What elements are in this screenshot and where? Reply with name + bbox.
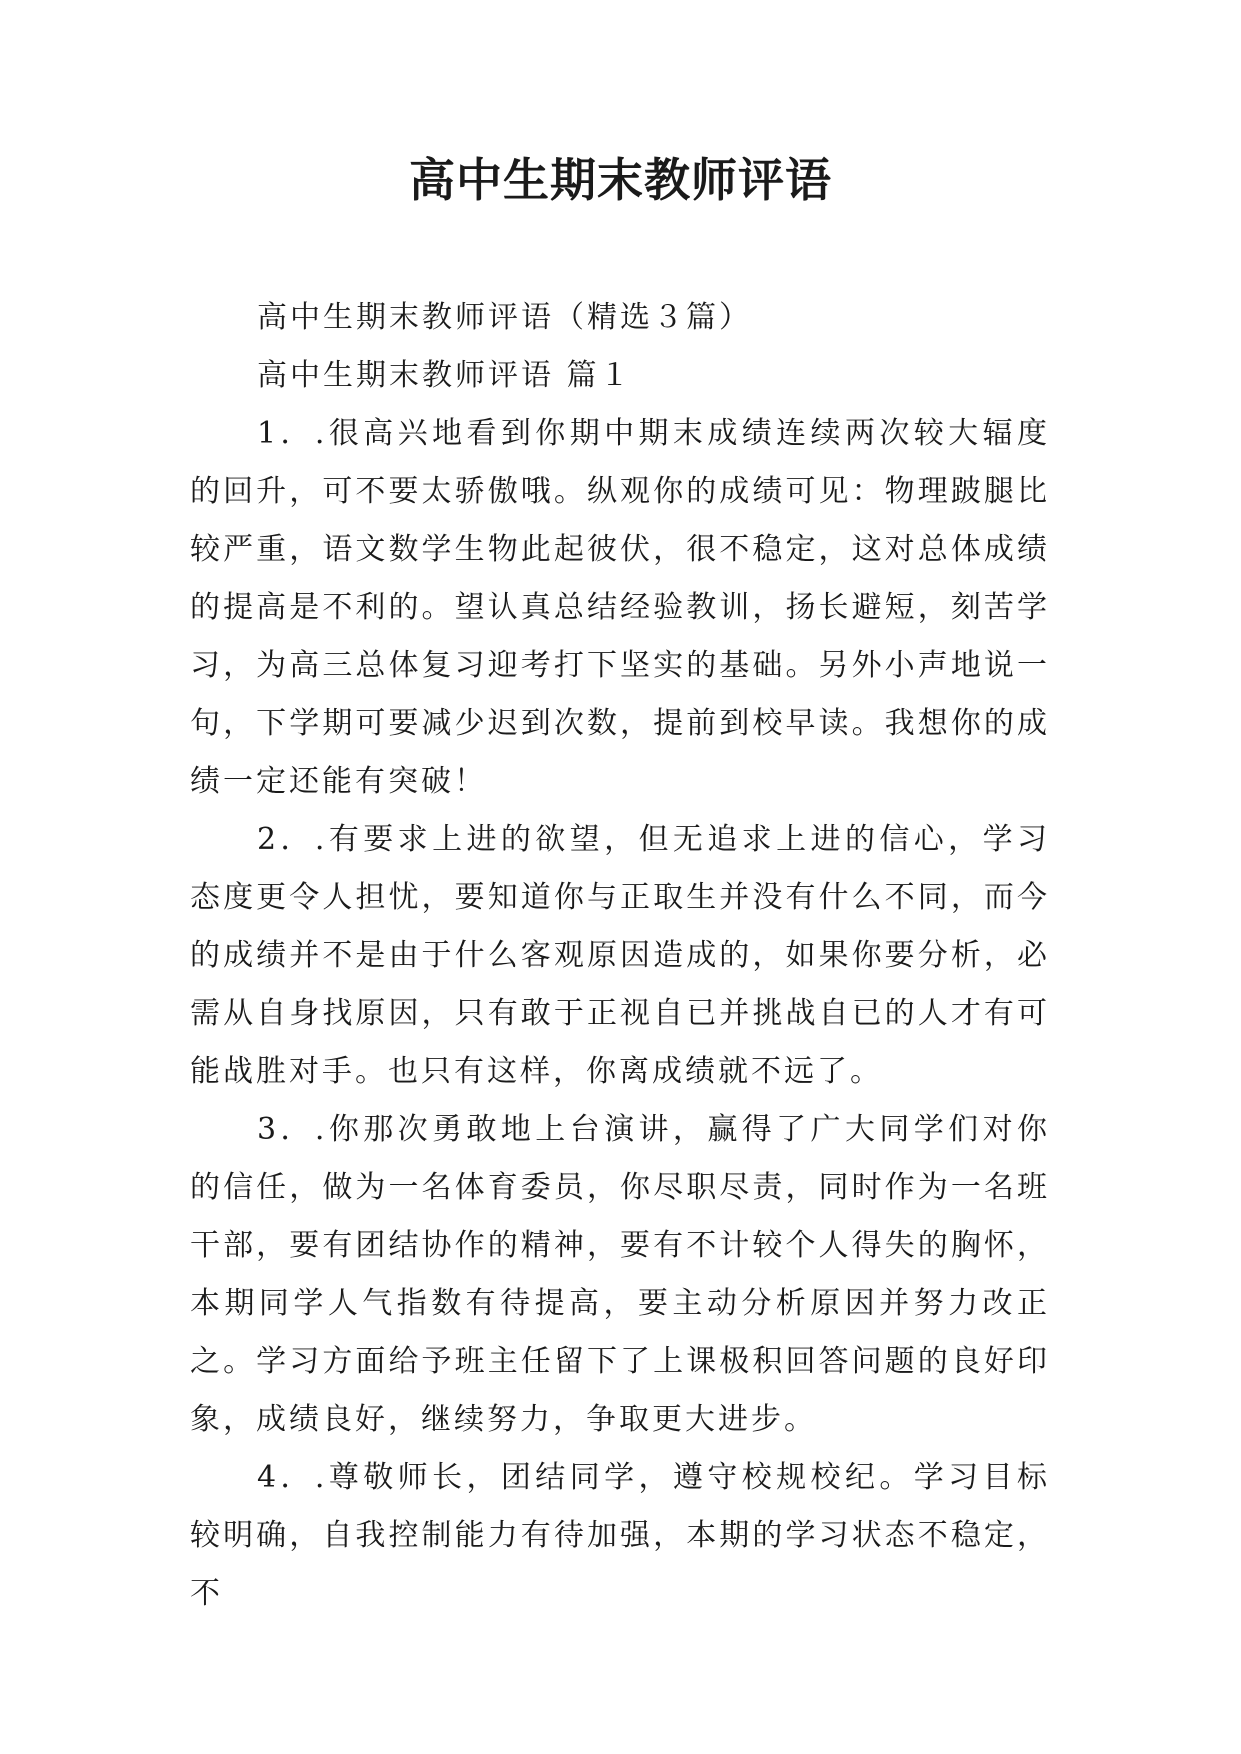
document-subtitle: 高中生期末教师评语（精选３篇）: [257, 300, 752, 335]
comment-paragraph-4: 4．.尊敬师长，团结同学，遵守校规校纪。学习目标较明确，自我控制能力有待加强，本期的学习状态不稳定，不: [190, 1460, 1050, 1611]
comment-paragraph-2: 2．.有要求上进的欲望，但无追求上进的信心，学习态度更令人担忧，要知道你与正取生并没有什么不同，而今的成绩并不是由于什么客观原因造成的，如果你要分析，必需从自身找原因，只有敢于正视自已并挑战自已的人才有可能战胜对手。也只有这样，你离成绩就不远了。: [190, 822, 1050, 1089]
document-title: 高中生期末教师评语: [409, 153, 832, 207]
comment-paragraph-1: 1．.很高兴地看到你期中期末成绩连续两次较大辐度的回升，可不要太骄傲哦。纵观你的成绩可见：物理跛腿比较严重，语文数学生物此起彼伏，很不稳定，这对总体成绩的提高是不利的。望认真总结经验教训，扬长避短，刻苦学习，为高三总体复习迎考打下坚实的基础。另外小声地说一句，下学期可要减少迟到次数，提前到校早读。我想你的成绩一定还能有突破！: [190, 416, 1050, 799]
document-body: [190, 289, 1050, 1623]
section-heading: 高中生期末教师评语 篇１: [257, 358, 633, 393]
comment-paragraph-3: 3．.你那次勇敢地上台演讲，赢得了广大同学们对你的信任，做为一名体育委员，你尽职尽责，同时作为一名班干部，要有团结协作的精神，要有不计较个人得失的胸怀，本期同学人气指数有待提高，要主动分析原因并努力改正之。学习方面给予班主任留下了上课极积回答问题的良好印象，成绩良好，继续努力，争取更大进步。: [190, 1112, 1050, 1437]
